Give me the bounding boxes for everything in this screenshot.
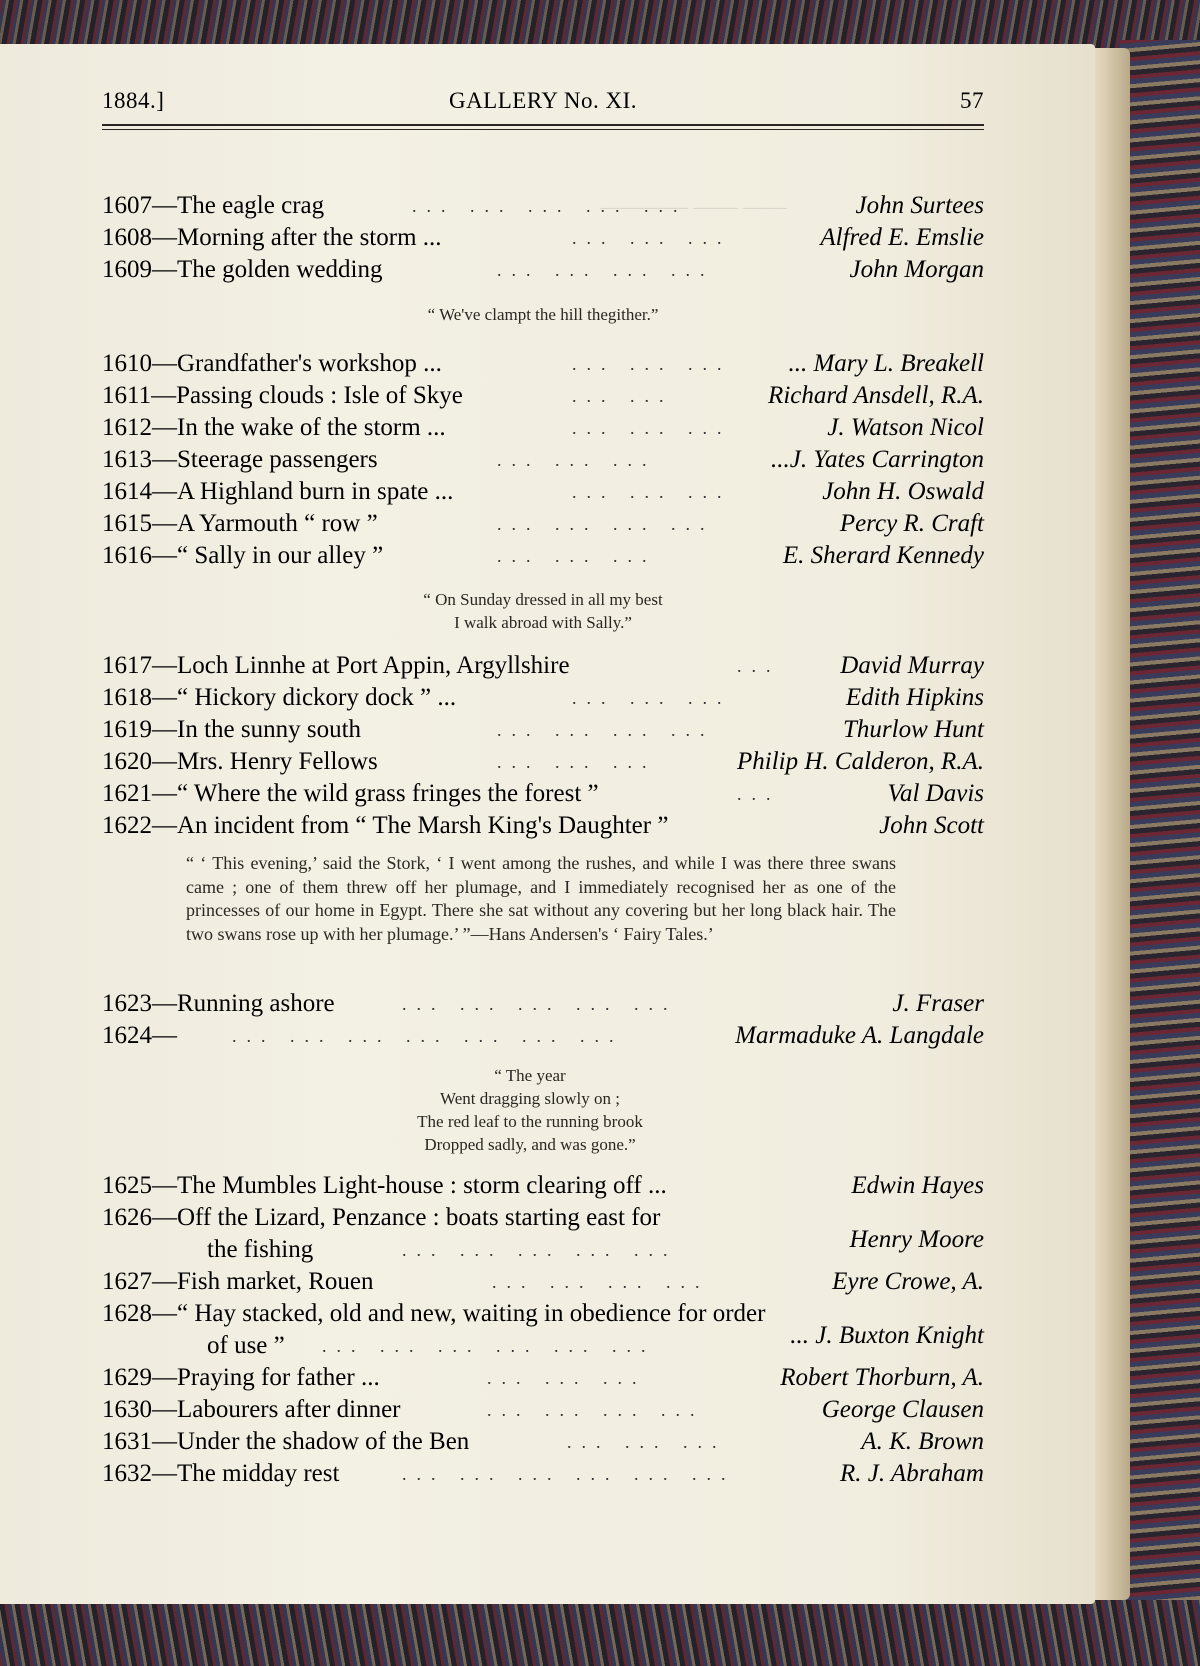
entry-title: 1613—Steerage passengers <box>102 446 378 473</box>
entry-title: 1628—“ Hay stacked, old and new, waiting in obedience for order <box>102 1300 766 1327</box>
catalogue-entry <box>102 190 984 222</box>
entry-artist: ...J. Yates Carrington <box>770 446 984 473</box>
catalogue-entry <box>102 1266 984 1298</box>
catalogue-entry <box>102 988 984 1020</box>
entry-artist: J. Fraser <box>892 990 984 1017</box>
leader-dots: ... ... ... ... ... <box>412 196 688 216</box>
leader-dots: ... ... ... <box>572 354 732 374</box>
leader-dots: ... ... ... ... <box>497 720 715 740</box>
leader-dots: ... ... ... ... <box>497 514 715 534</box>
quote-line: “ On Sunday dressed in all my best <box>423 590 663 609</box>
entry-title: 1617—Loch Linnhe at Port Appin, Argyllshire <box>102 652 570 679</box>
leader-dots: ... ... ... ... ... <box>402 994 678 1014</box>
verse-line: The red leaf to the running brook <box>417 1112 643 1131</box>
leader-dots: ... ... ... ... ... <box>402 1240 678 1260</box>
show-through-text: ________ ____ ____ <box>600 186 787 211</box>
running-header <box>102 88 984 128</box>
verse-line: Went dragging slowly on ; <box>440 1089 620 1108</box>
entry-artist: John Surtees <box>855 192 984 219</box>
header-rule <box>102 124 984 126</box>
entry-title: 1624— <box>102 1022 177 1049</box>
entry-artist: R. J. Abraham <box>840 1460 984 1487</box>
catalogue-entry <box>102 348 984 380</box>
leader-dots: ... ... ... ... <box>497 260 715 280</box>
entry-title-continued: of use ” <box>207 1332 285 1359</box>
header-gallery: GALLERY No. XI. <box>448 88 638 113</box>
leader-dots: ... ... ... <box>497 450 657 470</box>
entry-title: 1615—A Yarmouth “ row ” <box>102 510 378 537</box>
catalogue-entry <box>102 650 984 682</box>
verse-line: Dropped sadly, and was gone.” <box>424 1135 636 1154</box>
catalogue-entry <box>102 444 984 476</box>
entry-artist: Edith Hipkins <box>845 684 984 711</box>
leader-dots: ... <box>737 784 781 804</box>
entry-artist: Richard Ansdell, R.A. <box>768 382 984 409</box>
leader-dots: ... ... <box>572 386 674 406</box>
entry-artist: ... Mary L. Breakell <box>788 350 984 377</box>
marbled-endpaper-bottom <box>0 1600 1200 1666</box>
catalogue-entry <box>102 714 984 746</box>
catalogue-entry <box>102 1202 984 1266</box>
page-number: 57 <box>960 88 984 113</box>
page-edges <box>1090 48 1130 1600</box>
catalogue-entry <box>102 476 984 508</box>
verse-line: “ The year <box>494 1066 566 1085</box>
catalogue-entry <box>102 1458 984 1490</box>
entry-artist: Marmaduke A. Langdale <box>735 1022 984 1049</box>
leader-dots: ... ... ... ... <box>492 1272 710 1292</box>
entry-title: 1626—Off the Lizard, Penzance : boats starting east for <box>102 1204 661 1231</box>
entry-title: 1616—“ Sally in our alley ” <box>102 542 384 569</box>
quote-line: I walk abroad with Sally.” <box>454 613 632 632</box>
catalogue-entry <box>102 778 984 810</box>
catalogue-entry <box>102 1020 984 1052</box>
catalogue-entry <box>102 254 984 286</box>
entry-title: 1632—The midday rest <box>102 1460 340 1487</box>
catalogue-entry <box>102 746 984 778</box>
catalogue-entry <box>102 412 984 444</box>
entry-artist: Robert Thorburn, A. <box>780 1364 984 1391</box>
entry-artist: John Scott <box>879 812 984 839</box>
catalogue-entry <box>102 1426 984 1458</box>
leader-dots: ... ... ... <box>487 1368 647 1388</box>
entry-artist: Thurlow Hunt <box>842 716 984 743</box>
leader-dots: ... ... ... <box>572 688 732 708</box>
entry-artist: Philip H. Calderon, R.A. <box>737 748 984 775</box>
entry-title: 1611—Passing clouds : Isle of Skye <box>102 382 463 409</box>
entry-artist: George Clausen <box>821 1396 984 1423</box>
entry-title: 1627—Fish market, Rouen <box>102 1268 374 1295</box>
leader-dots: ... ... ... <box>567 1432 727 1452</box>
entry-artist: Alfred E. Emslie <box>820 224 984 251</box>
entry-artist: Eyre Crowe, A. <box>832 1268 984 1295</box>
leader-dots: ... ... ... <box>572 418 732 438</box>
catalogue-entry <box>102 1394 984 1426</box>
leader-dots: ... ... ... <box>572 228 732 248</box>
entry-artist: ... J. Buxton Knight <box>790 1322 984 1349</box>
entry-title: 1631—Under the shadow of the Ben <box>102 1428 470 1455</box>
entry-title: 1623—Running ashore <box>102 990 335 1017</box>
entry-artist: Percy R. Craft <box>839 510 984 537</box>
entry-title: 1625—The Mumbles Light-house : storm clearing off ... <box>102 1172 667 1199</box>
catalogue-entry <box>102 508 984 540</box>
catalogue-entry <box>102 380 984 412</box>
quotation: “ We've clampt the hill thegither.” <box>427 305 659 324</box>
entry-artist: A. K. Brown <box>861 1428 984 1455</box>
catalogue-entry <box>102 810 984 842</box>
catalogue-entry <box>102 1362 984 1394</box>
catalogue-entry <box>102 1298 984 1362</box>
catalogue-entry <box>102 1170 984 1202</box>
entry-artist: J. Watson Nicol <box>827 414 984 441</box>
entry-title: 1619—In the sunny south <box>102 716 362 743</box>
entry-artist: Val Davis <box>887 780 984 807</box>
entry-artist: Edwin Hayes <box>851 1172 984 1199</box>
quotation-paragraph: “ ‘ This evening,’ said the Stork, ‘ I went among the rushes, and while I was there three swans came ; one of them threw off her plumage, and I immediately recognised her as one of the princesses of our home in Egypt. There she sat without any covering but her long black hair. The two swans rose up with her plumage.’ ”—Hans Andersen's ‘ Fairy Tales.’ <box>186 853 896 944</box>
entry-title-continued: the fishing <box>207 1236 314 1263</box>
catalogue-entry <box>102 222 984 254</box>
marbled-endpaper-right <box>1120 40 1200 1620</box>
leader-dots: ... ... ... ... ... ... <box>402 1464 736 1484</box>
entry-title: 1607—The eagle crag <box>102 192 325 219</box>
entry-artist: Henry Moore <box>849 1226 984 1253</box>
entry-artist: John Morgan <box>849 256 984 283</box>
entry-title: 1614—A Highland burn in spate ... <box>102 478 454 505</box>
catalogue-entry <box>102 682 984 714</box>
leader-dots: ... ... ... ... ... ... <box>322 1336 656 1356</box>
entry-title: 1608—Morning after the storm ... <box>102 224 442 251</box>
leader-dots: ... ... ... <box>572 482 732 502</box>
quotation <box>102 588 984 634</box>
entry-artist: John H. Oswald <box>822 478 984 505</box>
entry-title: 1620—Mrs. Henry Fellows <box>102 748 378 775</box>
leader-dots: ... <box>737 656 781 676</box>
leader-dots: ... ... ... ... <box>487 1400 705 1420</box>
entry-title: 1622—An incident from “ The Marsh King's Daughter ” <box>102 812 669 839</box>
entry-title: 1612—In the wake of the storm ... <box>102 414 446 441</box>
catalogue-entry <box>102 540 984 572</box>
entry-title: 1629—Praying for father ... <box>102 1364 380 1391</box>
header-year: 1884.] <box>102 88 165 113</box>
entry-title: 1618—“ Hickory dickory dock ” ... <box>102 684 457 711</box>
entry-artist: David Murray <box>840 652 984 679</box>
entry-title: 1610—Grandfather's workshop ... <box>102 350 442 377</box>
entry-artist: E. Sherard Kennedy <box>782 542 984 569</box>
leader-dots: ... ... ... <box>497 752 657 772</box>
leader-dots: ... ... ... ... ... ... ... <box>232 1026 624 1046</box>
leader-dots: ... ... ... <box>497 546 657 566</box>
entry-title: 1630—Labourers after dinner <box>102 1396 401 1423</box>
verse-quotation <box>340 1064 720 1156</box>
entry-title: 1621—“ Where the wild grass fringes the forest ” <box>102 780 599 807</box>
entry-title: 1609—The golden wedding <box>102 256 383 283</box>
header-rule-thin <box>102 129 984 130</box>
